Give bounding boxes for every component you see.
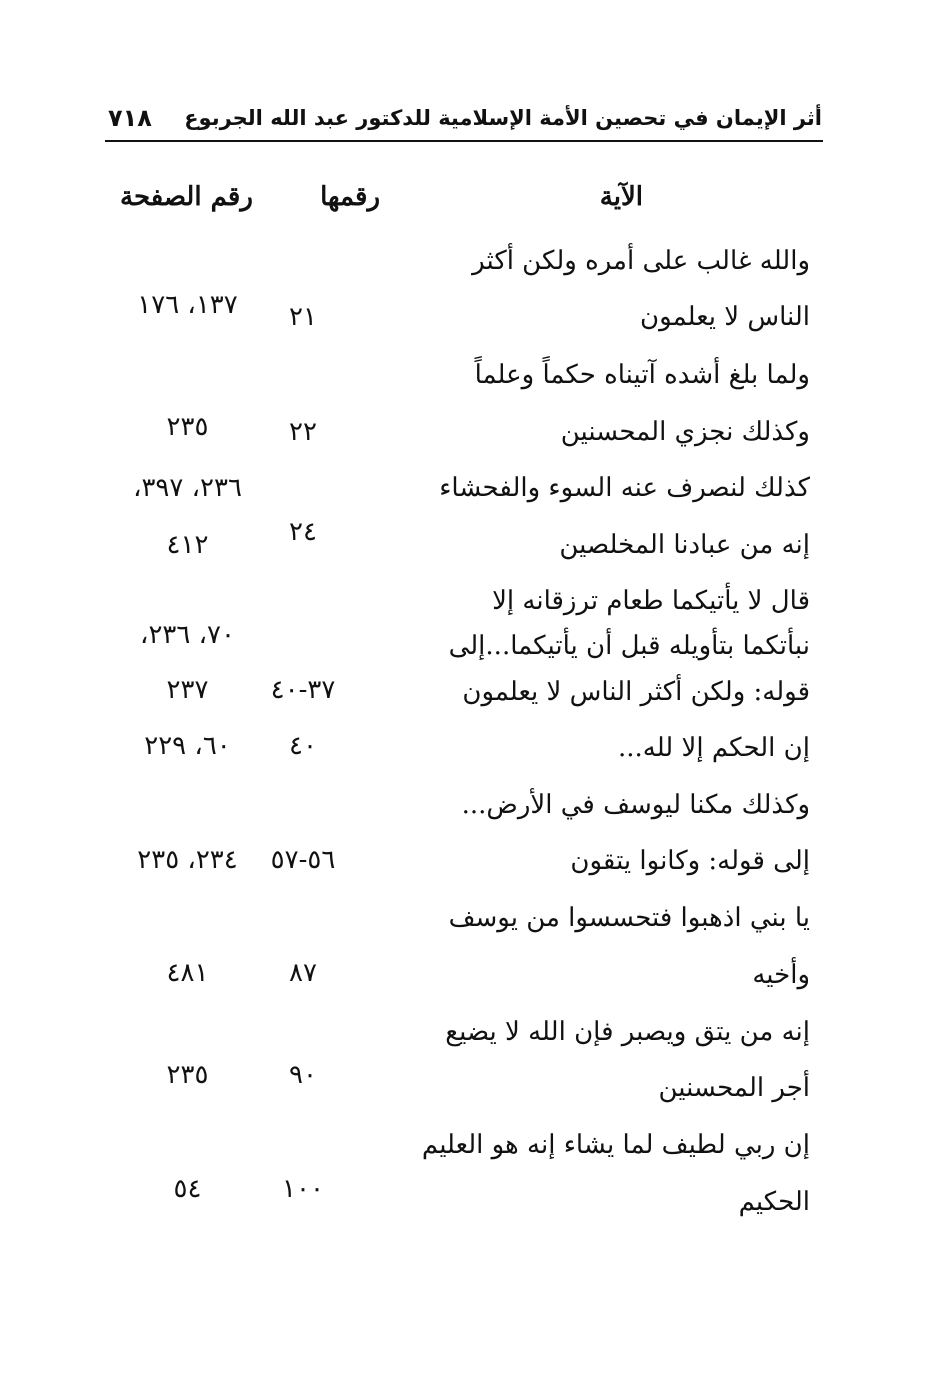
page-reference: ٤٨١: [166, 958, 209, 988]
verse-line: قال لا يأتيكما طعام ترزقانه إلا: [492, 586, 810, 616]
verse-line: وكذلك نجزي المحسنين: [560, 417, 810, 447]
page-reference: ٢٣٤، ٢٣٥: [137, 845, 238, 875]
verse-line: الحكيم: [738, 1187, 810, 1217]
running-header: [108, 98, 822, 138]
verse-line: إلى قوله: وكانوا يتقون: [570, 846, 810, 876]
column-header-number: رقمها: [320, 182, 380, 212]
verse-line: إن الحكم إلا لله...: [617, 733, 810, 763]
verse-line: أجر المحسنين: [658, 1073, 810, 1103]
verse-line: ولما بلغ أشده آتيناه حكماً وعلماً: [474, 360, 810, 390]
verse-line: وكذلك مكنا ليوسف في الأرض...: [461, 790, 810, 820]
verse-line: يا بني اذهبوا فتحسسوا من يوسف: [448, 903, 810, 933]
page-reference: ٦٠، ٢٢٩: [144, 731, 231, 761]
verse-line: إنه من يتق ويصبر فإن الله لا يضيع: [445, 1017, 810, 1047]
verse-number: ٢٢: [289, 417, 317, 447]
verse-number: ٣٧-٤٠: [270, 675, 336, 705]
page-reference: ٢٣٧: [166, 675, 209, 705]
page-reference: ١٣٧، ١٧٦: [137, 290, 238, 320]
page-reference: ٧٠، ٢٣٦،: [140, 620, 235, 650]
verse-line: وأخيه: [752, 960, 810, 990]
column-header-verse: الآية: [599, 182, 643, 212]
verse-line: إنه من عبادنا المخلصين: [559, 530, 810, 560]
verse-number: ٩٠: [289, 1060, 317, 1090]
verse-number: ٥٦-٥٧: [270, 845, 336, 875]
page-reference: ٥٤: [173, 1174, 202, 1204]
verse-number: ٨٧: [289, 958, 317, 988]
verse-number: ٤٠: [289, 731, 317, 761]
page-reference: ٢٣٦، ٣٩٧،: [133, 473, 242, 503]
verse-line: الناس لا يعلمون: [640, 302, 810, 332]
column-header-page: رقم الصفحة: [120, 182, 253, 212]
page-reference: ٤١٢: [166, 530, 209, 560]
verse-line: قوله: ولكن أكثر الناس لا يعلمون: [462, 677, 810, 707]
header-title: أثر الإيمان في تحصين الأمة الإسلامية للدكتور عبد الله الجربوع: [184, 106, 822, 130]
header-rule: [105, 140, 823, 142]
verse-line: والله غالب على أمره ولكن أكثر: [472, 246, 810, 276]
page-reference: ٢٣٥: [166, 1060, 209, 1090]
verse-line: نبأتكما بتأويله قبل أن يأتيكما...إلى: [448, 631, 810, 661]
verse-line: كذلك لنصرف عنه السوء والفحشاء: [439, 473, 810, 503]
page-number: ٧١٨: [108, 104, 152, 132]
verse-number: ٢٤: [289, 517, 317, 547]
verse-number: ٢١: [289, 302, 317, 332]
page-reference: ٢٣٥: [166, 412, 209, 442]
verse-line: إن ربي لطيف لما يشاء إنه هو العليم: [421, 1130, 810, 1160]
verse-number: ١٠٠: [282, 1174, 324, 1204]
